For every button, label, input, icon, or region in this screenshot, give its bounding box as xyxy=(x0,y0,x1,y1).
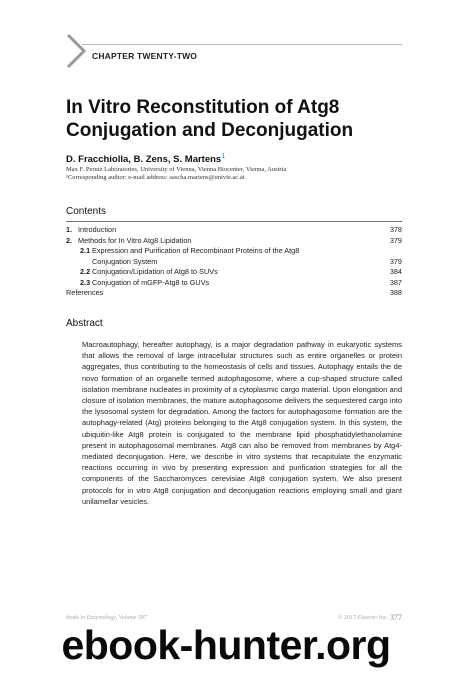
footer-copyright: © 2017 Elsevier Inc. xyxy=(338,615,388,621)
toc-item[interactable] xyxy=(66,236,402,247)
toc-page: 387 xyxy=(389,277,402,287)
toc-item[interactable] xyxy=(66,267,402,278)
affiliation-block xyxy=(66,166,286,182)
toc-text: Expression and Purification of Recombinant Proteins of the Atg8 xyxy=(92,246,300,255)
toc-text: References xyxy=(66,288,104,297)
toc-text: Introduction xyxy=(78,225,117,234)
abstract-heading: Abstract xyxy=(66,318,103,329)
toc-number: 2.2 xyxy=(80,267,91,276)
toc-page: 378 xyxy=(389,225,402,234)
corresponding-author: ¹Corresponding author: e-mail address: sascha.martens@univie.ac.at xyxy=(66,174,245,181)
chapter-label: CHAPTER TWENTY-TWO xyxy=(92,51,198,61)
toc-page: 379 xyxy=(389,256,402,266)
toc-number: 2.3 xyxy=(80,277,91,287)
toc-page: 384 xyxy=(389,267,402,276)
chapter-title xyxy=(66,96,406,142)
toc-page: 388 xyxy=(389,288,402,297)
author-list xyxy=(66,153,225,165)
affiliation: Max F. Perutz Laboratories, University of Vienna, Vienna Biocenter, Vienna, Austria xyxy=(66,166,287,173)
chapter-chevron-icon xyxy=(66,34,88,68)
abstract-text: Macroautophagy, hereafter autophagy, is a major degradation pathway in eukaryotic systems that allows the removal of large intracellular structures such as entire organelles or protein aggregates, thus contributing to the homeostasis of cells and tissues. Autophagy entails the de novo formation of an organelle termed autophagosome, where a cup-shaped structure called isolation membrane nucleates in proximity of a cytoplasmic cargo material. Upon elongation and closure of isolation membranes, the mature autophagosome delivers the sequestered cargo into the lysosomal system for degradation. Among the factors for autophagosome formation are the autophagy-related (Atg) proteins belonging to the Atg8 conjugation system. In this system, the ubiquitin-like Atg8 protein is conjugated to the membrane lipid phosphatidylethanolamine present in autophagosomal membranes. Atg8 can also be removed from membranes by Atg4-mediated deconjugation. Here, we describe in vitro systems that recapitulate the enzymatic reactions occurring in vivo by presenting expression and purification strategies for all the components of the Saccharomyces cerevisiae Atg8 conjugation system. We also present protocols for in vitro Atg8 conjugation and deconjugation reactions employing small and giant unilamellar vesicles. xyxy=(82,340,402,506)
toc-page: 379 xyxy=(389,235,402,245)
title-line-1: In Vitro Reconstitution of Atg8 xyxy=(66,97,340,118)
chapter-rule xyxy=(82,44,402,45)
page-number: 377 xyxy=(390,613,402,622)
watermark: ebook-hunter.org xyxy=(61,622,391,668)
contents-heading: Contents xyxy=(66,206,107,217)
toc-text: Conjugation of mGFP-Atg8 to GUVs xyxy=(92,277,210,287)
author-names: D. Fracchiolla, B. Zens, S. Martens xyxy=(66,154,222,166)
table-of-contents xyxy=(66,225,402,299)
toc-text: Conjugation/Lipidation of Atg8 to SUVs xyxy=(92,267,218,276)
abstract-body xyxy=(82,339,402,507)
toc-text: Methods for In Vitro Atg8 Lipidation xyxy=(78,235,192,245)
toc-item[interactable] xyxy=(66,257,402,268)
toc-item[interactable] xyxy=(66,278,402,289)
toc-item[interactable] xyxy=(66,246,402,257)
author-marker: 1 xyxy=(221,153,226,160)
toc-number: 1. xyxy=(66,225,73,234)
toc-text: Conjugation System xyxy=(92,256,158,266)
footer-journal: thods in Enzymology, Volume 587 xyxy=(66,615,147,621)
toc-number: 2.1 xyxy=(80,246,91,255)
title-line-2: Conjugation and Deconjugation xyxy=(66,120,354,141)
toc-number: 2. xyxy=(66,235,73,245)
toc-item[interactable] xyxy=(66,225,402,236)
contents-rule xyxy=(66,221,402,222)
toc-item[interactable] xyxy=(66,288,402,299)
